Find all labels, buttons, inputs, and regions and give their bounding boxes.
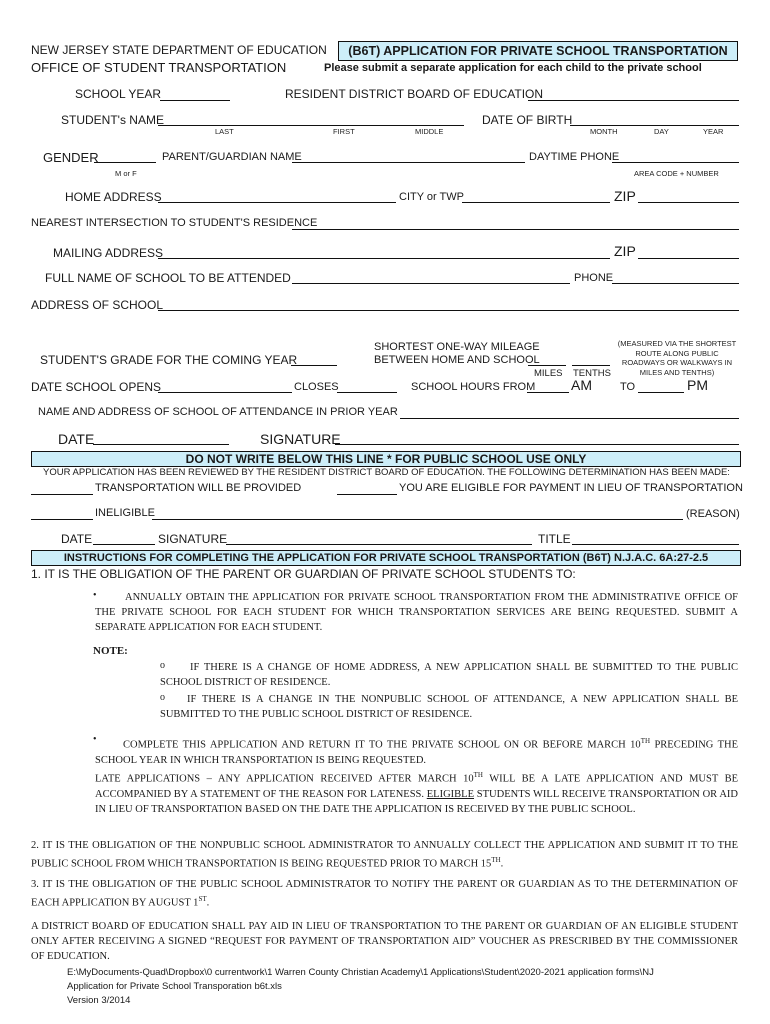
student-name-label: STUDENT's NAME xyxy=(61,113,164,127)
mileage-label-1: SHORTEST ONE-WAY MILEAGE xyxy=(374,341,540,353)
dob-month-hint: MONTH xyxy=(590,127,618,136)
bullet-icon: • xyxy=(93,590,97,601)
date-label: DATE xyxy=(58,431,95,447)
gender-label: GENDER xyxy=(43,150,99,165)
instructions-banner: INSTRUCTIONS FOR COMPLETING THE APPLICATION FOR PRIVATE SCHOOL TRANSPORTATION (B6T) N.J.A.C. 6A:27-2.5 xyxy=(31,550,741,566)
zip2-label: ZIP xyxy=(614,243,636,259)
late-applications-text: LATE APPLICATIONS – ANY APPLICATION RECEIVED AFTER MARCH 10TH WILL BE A LATE APPLICATION AND MUST BE ACCOMPANIED BY A STATEMENT OF THE REASON FOR LATENESS. ELIGIBLE STUDENTS WILL RECEIVE TRANSPORTATION OR AID IN LIEU OF TRANSPORTATION BASED ON THE DATE THE APPLICATION IS RECEIVED BY THE PUBLIC SCHOOL. xyxy=(95,771,738,815)
eligible-aid-check-field[interactable] xyxy=(337,494,397,495)
to-label: TO xyxy=(620,381,636,393)
public-use-banner: DO NOT WRITE BELOW THIS LINE * FOR PUBLIC SCHOOL USE ONLY xyxy=(31,451,741,467)
circle-bullet-icon: o xyxy=(160,660,165,671)
first-hint: FIRST xyxy=(333,127,355,136)
home-address-label: HOME ADDRESS xyxy=(65,190,162,204)
instruction-item-1: 1. IT IS THE OBLIGATION OF THE PARENT OR GUARDIAN OF PRIVATE SCHOOL STUDENTS TO: xyxy=(31,567,576,581)
dob-field[interactable] xyxy=(570,125,739,126)
dob-year-hint: YEAR xyxy=(703,127,724,136)
mileage-note: (MEASURED VIA THE SHORTEST ROUTE ALONG PUBLIC ROADWAYS OR WALKWAYS IN MILES AND TENTHS) xyxy=(617,339,737,377)
school-name-field[interactable] xyxy=(292,283,570,284)
date-opens-label: DATE SCHOOL OPENS xyxy=(31,380,162,394)
bullet-2-text: COMPLETE THIS APPLICATION AND RETURN IT TO THE PRIVATE SCHOOL ON OR BEFORE MARCH 10TH PRECEDING THE SCHOOL YEAR IN WHICH TRANSPORTATION IS BEING REQUESTED. xyxy=(95,737,739,766)
public-signature-label: SIGNATURE xyxy=(158,532,228,546)
gender-hint: M or F xyxy=(115,169,137,178)
middle-hint: MIDDLE xyxy=(415,127,444,136)
hours-to-field[interactable] xyxy=(638,392,684,393)
mailing-address-field[interactable] xyxy=(158,258,610,259)
bullet-1-text: ANNUALLY OBTAIN THE APPLICATION FOR PRIVATE SCHOOL TRANSPORTATION FROM THE ADMINISTRATIVE OFFICE OF THE PRIVATE SCHOOL FOR EACH STUDENT FOR WHICH TRANSPORTATION SERVICES ARE BEING REQUESTED. SUBMIT A SEPARATE APPLICATION FOR EACH STUDENT. xyxy=(95,592,738,633)
zip2-field[interactable] xyxy=(638,258,739,259)
agency-name: NEW JERSEY STATE DEPARTMENT OF EDUCATION xyxy=(31,43,327,57)
reason-label: (REASON) xyxy=(686,508,740,520)
home-address-field[interactable] xyxy=(158,202,396,203)
provided-check-field[interactable] xyxy=(31,494,93,495)
intersection-field[interactable] xyxy=(292,229,739,230)
mileage-label-2: BETWEEN HOME AND SCHOOL xyxy=(374,354,540,366)
date-opens-field[interactable] xyxy=(158,392,292,393)
resident-district-label: RESIDENT DISTRICT BOARD OF EDUCATION xyxy=(285,87,544,101)
city-label: CITY or TWP xyxy=(399,191,464,203)
public-signature-field[interactable] xyxy=(226,544,532,545)
dob-label: DATE OF BIRTH xyxy=(482,113,573,127)
ineligible-check-field[interactable] xyxy=(31,519,93,520)
daytime-phone-label: DAYTIME PHONE xyxy=(529,151,620,163)
grade-label: STUDENT'S GRADE FOR THE COMING YEAR xyxy=(40,353,298,367)
hours-from-field[interactable] xyxy=(527,392,569,393)
ineligible-label: INELIGIBLE xyxy=(95,507,155,519)
note-sub-2: IF THERE IS A CHANGE IN THE NONPUBLIC SCHOOL OF ATTENDANCE, A NEW APPLICATION SHALL BE SUBMITTED TO THE PUBLIC SCHOOL DISTRICT OF RESIDENCE. xyxy=(160,694,738,720)
date-field[interactable] xyxy=(93,444,229,445)
school-name-label: FULL NAME OF SCHOOL TO BE ATTENDED xyxy=(45,271,291,285)
footer-version: Version 3/2014 xyxy=(67,995,131,1006)
dob-day-hint: DAY xyxy=(654,127,669,136)
school-phone-field[interactable] xyxy=(612,283,739,284)
am-label: AM xyxy=(571,377,592,393)
school-year-label: SCHOOL YEAR xyxy=(75,87,162,101)
parent-name-label: PARENT/GUARDIAN NAME xyxy=(162,151,302,163)
reason-field[interactable] xyxy=(152,519,683,520)
grade-field[interactable] xyxy=(291,365,337,366)
public-title-field[interactable] xyxy=(572,544,739,545)
miles-field[interactable] xyxy=(528,365,566,366)
tenths-hint: TENTHS xyxy=(573,368,611,379)
bullet-icon: • xyxy=(93,734,97,745)
pm-label: PM xyxy=(687,377,708,393)
aid-paragraph: A DISTRICT BOARD OF EDUCATION SHALL PAY AID IN LIEU OF TRANSPORTATION TO THE PARENT OR GUARDIAN OF AN ELIGIBLE STUDENT ONLY AFTER RECEIVING A SIGNED “REQUEST FOR PAYMENT OF TRANSPORTATION AID” VOUCHER AS PRESCRIBED BY THE COMMISSIONER OF EDUCATION. xyxy=(31,921,738,962)
instruction-item-3: 3. IT IS THE OBLIGATION OF THE PUBLIC SCHOOL ADMINISTRATOR TO NOTIFY THE PARENT OR GUARDIAN AS TO THE DETERMINATION OF EACH APPLICATION BY AUGUST 1ST. xyxy=(31,879,738,909)
form-subtitle: Please submit a separate application for each child to the private school xyxy=(324,62,702,74)
miles-hint: MILES xyxy=(534,368,563,379)
parent-name-field[interactable] xyxy=(292,162,525,163)
public-title-label: TITLE xyxy=(538,532,571,546)
last-hint: LAST xyxy=(215,127,234,136)
eligible-aid-label: YOU ARE ELIGIBLE FOR PAYMENT IN LIEU OF TRANSPORTATION xyxy=(399,482,743,494)
resident-district-field[interactable] xyxy=(528,100,739,101)
note-sub-1: IF THERE IS A CHANGE OF HOME ADDRESS, A NEW APPLICATION SHALL BE SUBMITTED TO THE PUBLIC SCHOOL DISTRICT OF RESIDENCE. xyxy=(160,662,738,688)
signature-field[interactable] xyxy=(335,444,739,445)
public-date-label: DATE xyxy=(61,532,93,546)
intersection-label: NEAREST INTERSECTION TO STUDENT'S RESIDENCE xyxy=(31,217,318,229)
school-year-field[interactable] xyxy=(160,100,230,101)
circle-bullet-icon: o xyxy=(160,692,165,703)
prior-school-label: NAME AND ADDRESS OF SCHOOL OF ATTENDANCE IN PRIOR YEAR xyxy=(38,406,398,418)
city-field[interactable] xyxy=(462,202,610,203)
footer-path: E:\MyDocuments-Quad\Dropbox\0 currentwork\1 Warren County Christian Academy\1 Applications\Student\2020-2021 application forms\NJ xyxy=(67,967,654,978)
zip-field[interactable] xyxy=(638,202,739,203)
closes-label: CLOSES xyxy=(294,381,339,393)
note-label: NOTE: xyxy=(93,645,128,657)
hours-from-label: SCHOOL HOURS FROM xyxy=(411,381,536,393)
signature-label: SIGNATURE xyxy=(260,431,341,447)
reviewed-text: YOUR APPLICATION HAS BEEN REVIEWED BY THE RESIDENT DISTRICT BOARD OF EDUCATION. THE FOLLOWING DETERMINATION HAS BEEN MADE: xyxy=(43,467,730,478)
tenths-field[interactable] xyxy=(572,365,610,366)
phone-hint: AREA CODE + NUMBER xyxy=(634,169,719,178)
office-name: OFFICE OF STUDENT TRANSPORTATION xyxy=(31,60,287,75)
zip-label: ZIP xyxy=(614,188,636,204)
student-name-field[interactable] xyxy=(158,125,464,126)
mailing-address-label: MAILING ADDRESS xyxy=(53,246,164,260)
public-date-field[interactable] xyxy=(93,544,155,545)
instruction-item-2: 2. IT IS THE OBLIGATION OF THE NONPUBLIC SCHOOL ADMINISTRATOR TO ANNUALLY COLLECT THE APPLICATION AND SUBMIT IT TO THE PUBLIC SCHOOL FROM WHICH TRANSPORTATION IS BEING REQUESTED PRIOR TO MARCH 15TH. xyxy=(31,840,738,870)
form-title: (B6T) APPLICATION FOR PRIVATE SCHOOL TRANSPORTATION xyxy=(338,41,738,61)
prior-school-field[interactable] xyxy=(400,418,739,419)
school-phone-label: PHONE xyxy=(574,272,614,284)
gender-field[interactable] xyxy=(94,162,156,163)
closes-field[interactable] xyxy=(337,392,397,393)
daytime-phone-field[interactable] xyxy=(612,162,739,163)
provided-label: TRANSPORTATION WILL BE PROVIDED xyxy=(95,482,302,494)
school-address-label: ADDRESS OF SCHOOL xyxy=(31,298,164,312)
school-address-field[interactable] xyxy=(158,310,739,311)
footer-file: Application for Private School Transporation b6t.xls xyxy=(67,981,282,992)
